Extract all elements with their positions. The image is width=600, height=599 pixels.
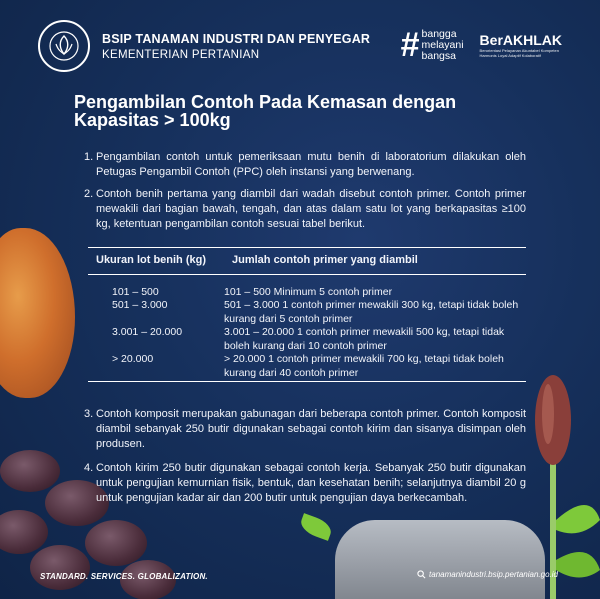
column-header-lot-size: Ukuran lot benih (kg) xyxy=(88,248,224,275)
sampling-table xyxy=(88,247,526,380)
leaf-decoration xyxy=(298,513,334,541)
paragraph-text: Contoh kirim 250 butir digunakan sebagai contoh kerja. Sebanyak 250 butir digunakan untuk pengujian kemurnian fisik, bentuk, dan kesehatan benih; selanjutnya diambil 20 g untuk pengujian kadar air dan 200 butir untuk pengujian daya berkecambah. xyxy=(96,462,526,504)
hashtag-icon: # xyxy=(400,26,420,64)
table-row xyxy=(88,353,526,380)
table-header-row xyxy=(88,248,526,275)
primary-sample-cell: 101 – 500 Minimum 5 contoh primer xyxy=(224,285,393,298)
lot-size-cell: 101 – 500 xyxy=(112,285,159,298)
berakhlak-logo xyxy=(480,32,562,58)
header xyxy=(38,20,370,72)
berakhlak-subtitle: Berorientasi Pelayanan Akuntabel Kompeten Harmonis Loyal Adaptif Kolaboratif xyxy=(479,48,559,58)
primary-sample-cell: 501 – 3.000 1 contoh primer mewakili 300 kg, tetapi tidak boleh kurang dari 5 contoh primer xyxy=(224,299,519,325)
lot-size-cell: 501 – 3.000 xyxy=(112,299,168,311)
lot-size-cell: > 20.000 xyxy=(112,353,154,365)
header-badges xyxy=(401,28,562,62)
paragraph-text: Pengambilan contoh untuk pemeriksaan mutu benih di laboratorium dilakukan oleh Petugas Pengambil Contoh (PPC) oleh instansi yang berwenang. xyxy=(96,151,526,178)
kementan-logo xyxy=(38,20,90,72)
leaf-emblem-icon xyxy=(48,30,80,62)
primary-sample-cell: 3.001 – 20.000 1 contoh primer mewakili 500 kg, tetapi tidak boleh kurang dari 10 contoh primer xyxy=(224,326,505,352)
paragraph-number: 1. xyxy=(84,151,94,163)
paragraph-4 xyxy=(84,461,526,506)
bangsa-word: bangsa xyxy=(421,49,456,62)
paragraph-text: Contoh benih pertama yang diambil dari wadah disebut contoh primer. Contoh primer mewakili dari bagian bawah, tengah, dan atas dalam satu lot yang berkapasitas ≥100 kg, ketentuan pengambilan contoh sesuai tabel berikut. xyxy=(96,188,526,230)
ministry-name: KEMENTERIAN PERTANIAN xyxy=(102,48,260,61)
melayani-word: melayani xyxy=(421,38,464,51)
berakhlak-title: BerAKHLAK xyxy=(479,32,562,48)
bangga-word: bangga xyxy=(421,27,457,40)
table-bottom-rule xyxy=(88,381,526,382)
paragraph-number: 3. xyxy=(84,408,94,420)
paragraph-number: 4. xyxy=(84,462,94,474)
table-row xyxy=(88,274,526,299)
column-header-primary-samples: Jumlah contoh primer yang diambil xyxy=(224,248,526,275)
paragraph-2 xyxy=(84,187,526,232)
table-row xyxy=(88,326,526,353)
lot-size-cell: 3.001 – 20.000 xyxy=(112,326,183,338)
cacao-pod-image xyxy=(0,228,75,398)
search-icon xyxy=(417,570,426,579)
table-row xyxy=(88,299,526,326)
closing-paragraphs xyxy=(84,407,526,506)
footer-website xyxy=(417,570,558,579)
paragraph-number: 2. xyxy=(84,188,94,200)
footer-tagline: STANDARD. SERVICES. GLOBALIZATION. xyxy=(40,572,208,581)
paragraph-text: Contoh komposit merupakan gabunagan dari beberapa contoh primer. Contoh komposit diambil sebanyak 250 butir digunakan sebagai contoh kirim dan sisanya disimpan oleh produsen. xyxy=(96,408,526,450)
primary-sample-cell: > 20.000 1 contoh primer mewakili 700 kg, tetapi tidak boleh kurang dari 40 contoh primer xyxy=(224,353,504,379)
page-title: Pengambilan Contoh Pada Kemasan dengan Kapasitas > 100kg xyxy=(74,92,457,130)
paragraph-1 xyxy=(84,150,526,180)
paragraph-3 xyxy=(84,407,526,452)
website-url[interactable]: tanamanindustri.bsip.pertanian.go.id xyxy=(429,570,558,579)
org-name: BSIP TANAMAN INDUSTRI DAN PENYEGAR xyxy=(102,31,371,46)
intro-paragraphs xyxy=(84,150,526,232)
bangga-melayani-bangsa-logo xyxy=(401,28,464,62)
